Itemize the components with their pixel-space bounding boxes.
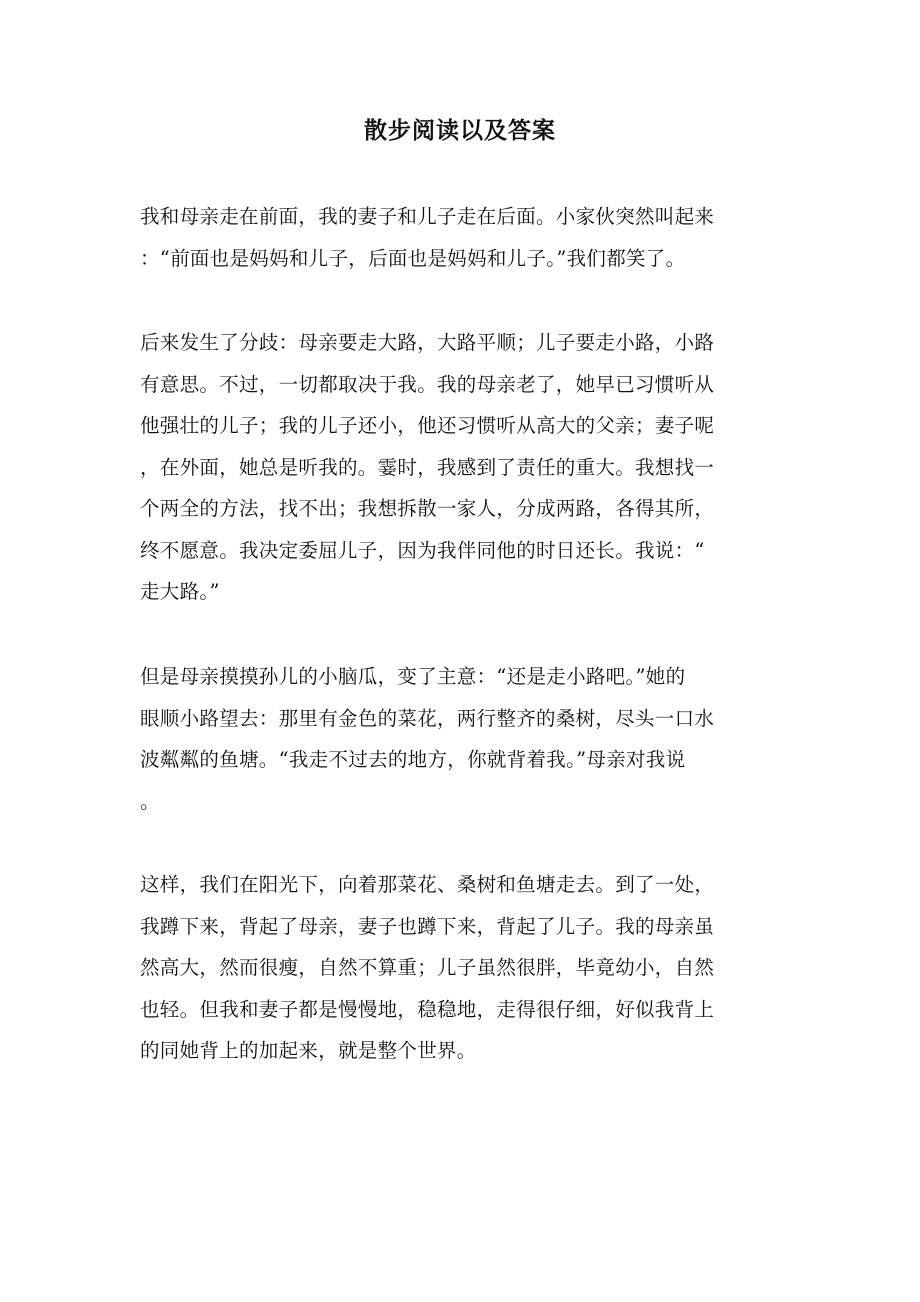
paragraph-line: 我和母亲走在前面，我的妻子和儿子走在后面。小家伙突然叫起来 [140,205,715,228]
paragraph-line: 我蹲下来，背起了母亲，妻子也蹲下来，背起了儿子。我的母亲虽 [140,914,715,938]
paragraph-line: 有意思。不过，一切都取决于我。我的母亲老了，她早已习惯听从 [140,372,715,396]
paragraph-2 [140,322,780,613]
paragraph-line: 后来发生了分歧：母亲要走大路，大路平顺；儿子要走小路，小路 [140,331,715,354]
document-title: 散步阅读以及答案 [364,117,556,144]
paragraph-line: 但是母亲摸摸孙儿的小脑瓜，变了主意：“还是走小路吧。”她的 [140,665,686,688]
paragraph-4 [140,864,780,1072]
paragraph-line: 的同她背上的加起来，就是整个世界。 [140,1039,477,1062]
paragraph-line: 这样，我们在阳光下，向着那菜花、桑树和鱼塘走去。到了一处， [140,873,715,896]
paragraph-line: 眼顺小路望去：那里有金色的菜花，两行整齐的桑树，尽头一口水 [140,706,715,730]
paragraph-line: 。 [140,789,160,813]
paragraph-line: 波粼粼的鱼塘。“我走不过去的地方，你就背着我。”母亲对我说 [140,748,686,771]
paragraph-line: 他强壮的儿子；我的儿子还小，他还习惯听从高大的父亲；妻子呢 [140,414,715,437]
paragraph-line: ，在外面，她总是听我的。霎时，我感到了责任的重大。我想找一 [140,455,715,479]
paragraph-line: 终不愿意。我决定委屈儿子，因为我伴同他的时日还长。我说：“ [140,538,705,562]
paragraph-line: 走大路。” [140,580,220,603]
paragraph-1 [140,196,780,279]
paragraph-line: 也轻。但我和妻子都是慢慢地，稳稳地，走得很仔细，好似我背上 [140,997,715,1021]
paragraph-line: ：“前面也是妈妈和儿子，后面也是妈妈和儿子。”我们都笑了。 [140,246,686,270]
paragraph-line: 个两全的方法，找不出；我想拆散一家人，分成两路，各得其所， [140,497,715,520]
paragraph-line: 然高大，然而很瘦，自然不算重；儿子虽然很胖，毕竟幼小，自然 [140,956,715,979]
paragraph-3 [140,656,780,822]
